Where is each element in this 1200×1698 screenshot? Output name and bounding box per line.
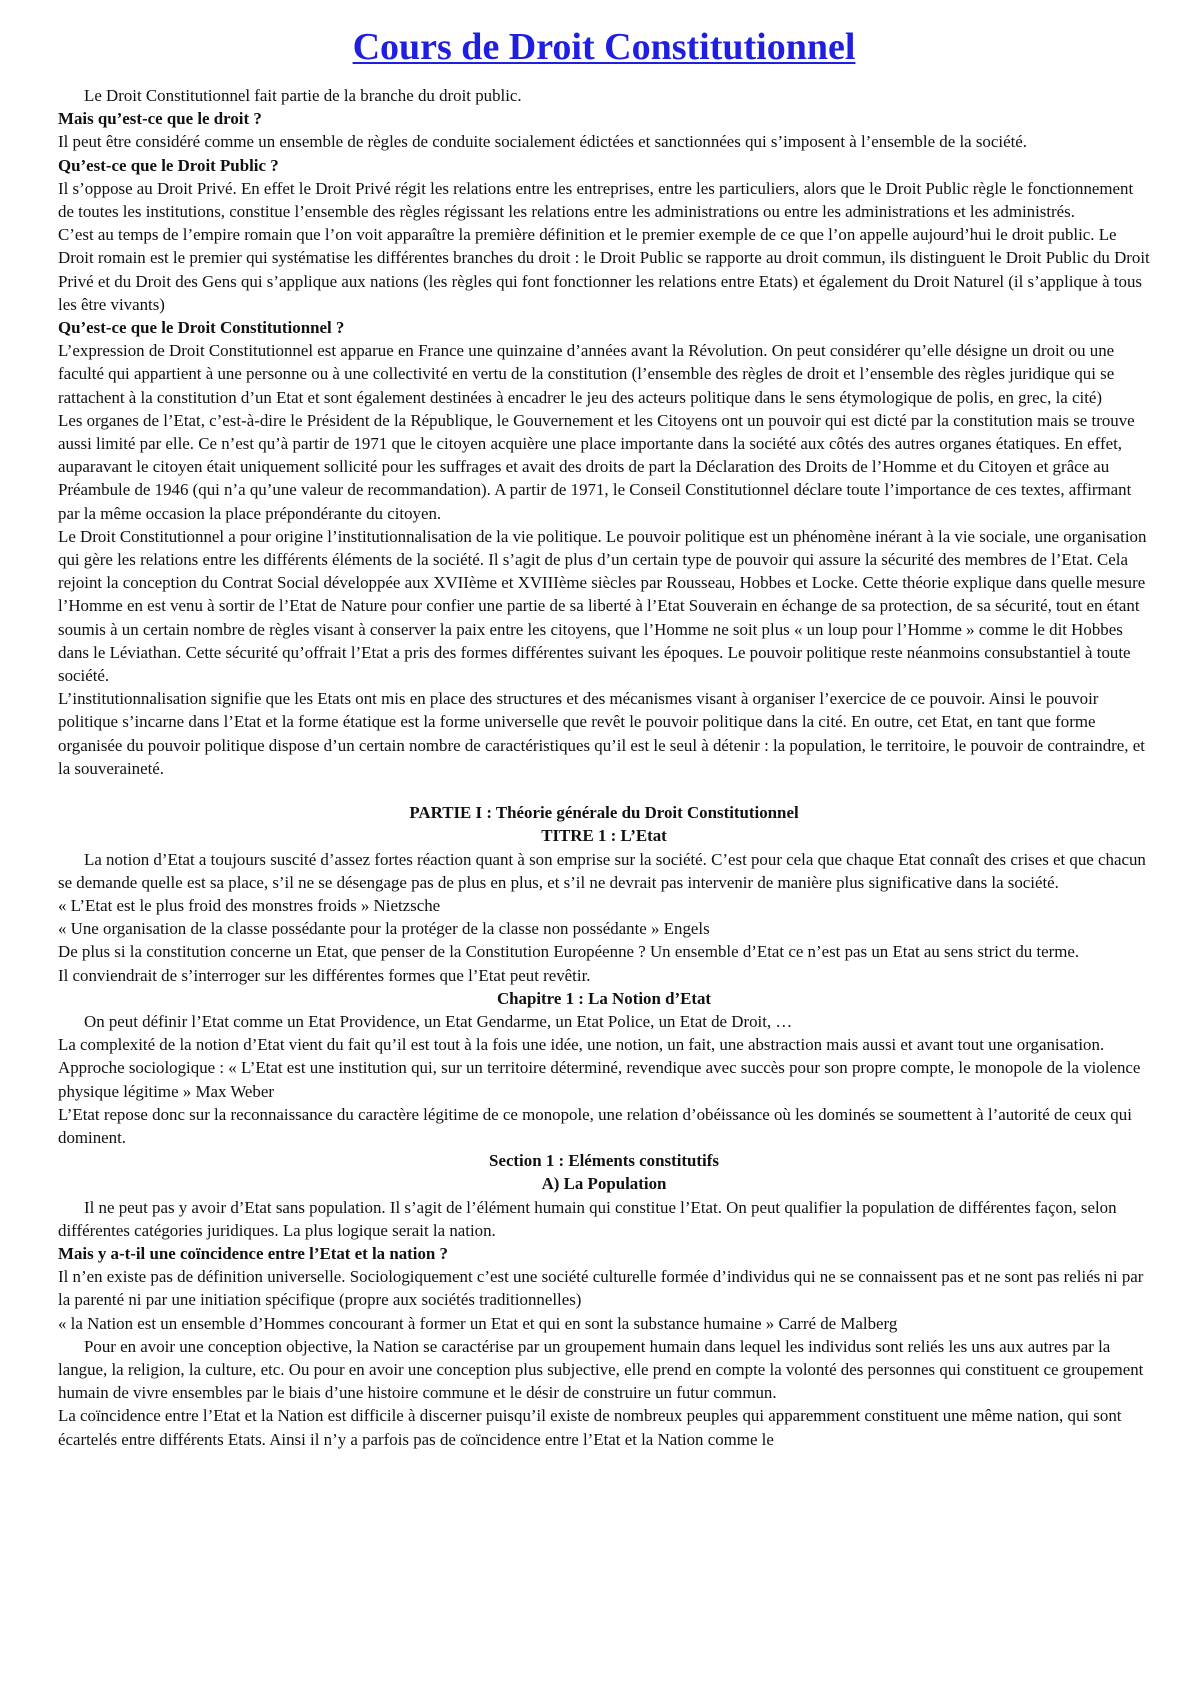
question-droit-public: Qu’est-ce que le Droit Public ? <box>58 155 279 175</box>
chapitre-paragraph-4: L’Etat repose donc sur la reconnaissance du caractère légitime de ce monopole, une relation d’obéissance où les dominés se soumettent à l’autorité de ceux qui dominent. <box>58 1104 1132 1147</box>
population-paragraph-3: Pour en avoir une conception objective, la Nation se caractérise par un groupement humain dans lequel les individus sont reliés les uns aux autres par la langue, la religion, la culture, etc. Ou pour en avoir une conception plus subjective, elle prend en compte la volonté des personnes qui constituent ce groupement humain de vivre ensembles par le biais d’une histoire commune et le désir de construire un futur commun. <box>58 1336 1144 1403</box>
answer-droit-public-1: Il s’oppose au Droit Privé. En effet le Droit Privé régit les relations entre les entreprises, entre les particuliers, alors que le Droit Public règle le fonctionnement de toutes les institutions, constitue l’ensemble des règles régissant les relations entre les administrations ou entre les administrations et les administrés. <box>58 178 1134 222</box>
population-paragraph-4: La coïncidence entre l’Etat et la Nation est difficile à discerner puisqu’il existe de nombreux peuples qui apparemment constituent une même nation, qui sont écartelés entre différents Etats. Ainsi il n’y a parfois pas de coïncidence entre l’Etat et la Nation comme le <box>58 1406 1122 1449</box>
title-link[interactable]: Cours de Droit Constitutionnel <box>352 26 856 68</box>
partie-heading: PARTIE I : Théorie générale du Droit Constitutionnel <box>409 803 799 823</box>
chapitre-paragraph-1: On peut définir l’Etat comme un Etat Providence, un Etat Gendarme, un Etat Police, un Etat de Droit, … <box>84 1011 793 1031</box>
quote-nietzsche: « L’Etat est le plus froid des monstres froids » Nietzsche <box>58 895 441 915</box>
population-paragraph-1: Il ne peut pas y avoir d’Etat sans population. Il s’agit de l’élément humain qui constitue l’Etat. On peut qualifier la population de différentes façon, selon différentes catégories juridiques. La plus logique serait la nation. <box>58 1197 1117 1240</box>
titre-paragraph-1: La notion d’Etat a toujours suscité d’assez fortes réaction quant à son emprise sur la société. C’est pour cela que chaque Etat connaît des crises et que chacun se demande quelle est sa place, s’il ne se désengage pas de plus en plus, et s’il ne devrait pas intervenir de manière plus significative dans la société. <box>58 849 1146 892</box>
section-gap <box>58 780 1150 801</box>
intro-paragraph: Le Droit Constitutionnel fait partie de la branche du droit public. <box>84 86 522 105</box>
titre-paragraph-2: De plus si la constitution concerne un Etat, que penser de la Constitution Européenne ? Un ensemble d’Etat ce n’est pas un Etat au sens strict du terme. <box>58 942 1080 962</box>
question-etat-nation: Mais y a-t-il une coïncidence entre l’Etat et la nation ? <box>58 1243 448 1263</box>
quote-carre-de-malberg: « la Nation est un ensemble d’Hommes concourant à former un Etat et qui en sont la substance humaine » Carré de Malberg <box>58 1313 898 1333</box>
question-droit-constitutionnel: Qu’est-ce que le Droit Constitutionnel ? <box>58 318 345 338</box>
chapitre-paragraph-3: Approche sociologique : « L’Etat est une institution qui, sur un territoire déterminé, revendique avec succès pour son propre compte, le monopole de la violence physique légitime » Max Weber <box>58 1058 1141 1101</box>
chapitre-heading: Chapitre 1 : La Notion d’Etat <box>496 988 712 1008</box>
chapitre-paragraph-2: La complexité de la notion d’Etat vient du fait qu’il est tout à la fois une idée, une notion, un fait, une abstraction mais aussi et avant tout une organisation. <box>58 1035 1105 1055</box>
page-title <box>58 24 1150 70</box>
section-heading: Section 1 : Eléments constitutifs <box>489 1151 719 1171</box>
answer-droit: Il peut être considéré comme un ensemble de règles de conduite socialement édictées et sanctionnées qui s’imposent à l’ensemble de la société. <box>58 132 1027 152</box>
answer-constitutionnel-1: L’expression de Droit Constitutionnel est apparue en France une quinzaine d’années avant la Révolution. On peut considérer qu’elle désigne un droit ou une faculté qui appartient à une personne ou à une collectivité en vertu de la constitution (l’ensemble des règles de droit et l’ensemble des règles juridique qui se rattachent à la constitution d’un Etat et sont également destinées à encadrer le jeu des acteurs politique dans le sens étymologique de polis, en grec, la cité) <box>58 341 1115 407</box>
answer-constitutionnel-4: L’institutionnalisation signifie que les Etats ont mis en place des structures et des mécanismes visant à organiser l’exercice de ce pouvoir. Ainsi le pouvoir politique s’incarne dans l’Etat et la forme étatique est la forme universelle que revêt le pouvoir politique dans la cité. En outre, cet Etat, en tant que forme organisée du pouvoir politique dispose d’un certain nombre de caractéristiques qu’il est le seul à détenir : la population, le territoire, le pouvoir de contraindre, et la souveraineté. <box>58 689 1145 778</box>
quote-engels: « Une organisation de la classe possédante pour la protéger de la classe non possédante » Engels <box>58 919 710 939</box>
titre-paragraph-3: Il conviendrait de s’interroger sur les différentes formes que l’Etat peut revêtir. <box>58 965 591 985</box>
answer-constitutionnel-3: Le Droit Constitutionnel a pour origine l’institutionnalisation de la vie politique. Le pouvoir politique est un phénomène inérant à la vie sociale, une organisation qui gère les relations entre les différents éléments de la société. Il s’agit de plus d’un certain type de pouvoir qui assure la sécurité des membres de l’Etat. Cela rejoint la conception du Contrat Social développée aux XVIIème et XVIIIème siècles par Rousseau, Hobbes et Locke. Cette théorie explique dans quelle mesure l’Homme en est venu à sortir de l’Etat de Nature pour confier une partie de sa liberté à l’Etat Souverain en échange de sa protection, de sa sécurité, tout en étant soumis à un certain nombre de règles visant à conserver la paix entre les citoyens, que l’Homme ne soit plus « un loup pour l’Homme » comme le dit Hobbes dans le Léviathan. Cette sécurité qu’offrait l’Etat a pris des formes différentes suivant les époques. Le pouvoir politique reste néanmoins consubstantiel à toute société. <box>58 526 1147 686</box>
subsection-heading: A) La Population <box>541 1174 667 1194</box>
answer-droit-public-2: C’est au temps de l’empire romain que l’on voit apparaître la première définition et le premier exemple de ce que l’on appelle aujourd’hui le droit public. Le Droit romain est le premier qui systématise les différentes branches du droit : le Droit Public se rapporte au droit commun, ils distinguent le Droit Public du Droit Privé et du Droit des Gens qui s’applique aux nations (les règles qui font fonctionner les relations entre Etats) et également du Droit Naturel (il s’applique à tous les être vivants) <box>58 225 1150 314</box>
population-paragraph-2: Il n’en existe pas de définition universelle. Sociologiquement c’est une société culturelle formée d’individus qui ne se connaissent pas et ne sont pas reliés ni par la parenté ni par une initiation spécifique (propre aux sociétés traditionnelles) <box>58 1267 1144 1310</box>
titre-heading: TITRE 1 : L’Etat <box>541 826 667 846</box>
question-droit: Mais qu’est-ce que le droit ? <box>58 109 262 129</box>
answer-constitutionnel-2: Les organes de l’Etat, c’est-à-dire le Président de la République, le Gouvernement et les Citoyens ont un pouvoir qui est dicté par la constitution mais se trouve aussi limité par elle. Ce n’est qu’à partir de 1971 que le citoyen acquière une place importante dans la société aux côtés des autres organes étatiques. En effet, auparavant le citoyen était uniquement sollicité pour les suffrages et avait des droits de part la Déclaration des Droits de l’Homme et du Citoyen et grâce au Préambule de 1946 (qui n’a qu’une valeur de recommandation). A partir de 1971, le Conseil Constitutionnel déclare toute l’importance de ces textes, affirmant par la même occasion la place prépondérante du citoyen. <box>58 410 1135 523</box>
